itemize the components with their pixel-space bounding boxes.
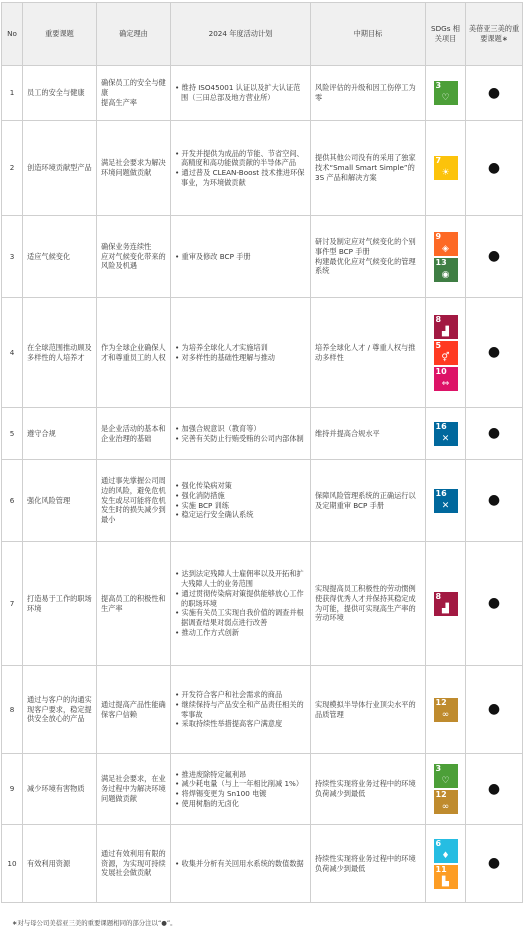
reason-cell-text: 提高员工的积极性和生产率 (101, 593, 166, 613)
row-number (2, 216, 23, 298)
sdg-goal-number: 12 (435, 790, 447, 799)
mid-target-cell-text: 培养全球化人才 / 尊重人权与推动多样性 (315, 342, 416, 362)
issue-cell-text: 遵守合规 (27, 428, 56, 438)
row-number (2, 460, 23, 542)
sdg-goal-symbol-icon: ◈ (442, 243, 449, 254)
reason-cell (97, 460, 171, 542)
plan-item: • 采取持续性举措提高客户满意度 (175, 719, 306, 729)
plan-item: • 实施 BCP 训练 (175, 501, 306, 511)
sdg-goal-icon (434, 489, 458, 513)
sdg-cell (426, 666, 466, 754)
row-number (2, 66, 23, 121)
reason-cell (97, 542, 171, 666)
issue-cell (23, 825, 97, 903)
reason-cell (97, 408, 171, 460)
parent-issue-mark (466, 825, 523, 903)
mid-target-cell-text: 风险评估的升级和因工伤停工为零 (315, 83, 416, 102)
issue-cell-text: 创造环境贡献型产品 (27, 163, 92, 173)
plan-item: • 为培养全球化人才实施培训 (175, 343, 306, 353)
mid-target-cell-text: 研讨及制定应对气候变化的个别事件型 BCP 手册 构建最优化应对气候变化的管理系统 (315, 237, 416, 276)
mid-target-cell (311, 298, 426, 408)
reason-cell-text: 是企业活动的基本和企业治理的基础 (101, 423, 166, 443)
reason-cell-text: 满足社会要求为解决环境问题做贡献 (101, 158, 166, 177)
sdg-goal-icon (434, 156, 458, 180)
plan-item: • 稳定运行安全确认系统 (175, 510, 306, 520)
sdg-goal-number: 10 (435, 366, 447, 376)
sdg-cell (426, 408, 466, 460)
parent-issue-mark-text: ● (487, 248, 501, 265)
reason-cell (97, 216, 171, 298)
issue-cell (23, 666, 97, 754)
sdg-cell (426, 754, 466, 825)
plan-list (175, 424, 306, 443)
sdg-goal-symbol-icon: ∞ (441, 802, 450, 812)
plan-item: • 加强合规意识（教育等） (175, 424, 306, 434)
issue-cell-text: 打造易于工作的职场环境 (27, 593, 92, 613)
mid-target-cell-text: 持续性实现将业务过程中的环境负荷减少到最低 (315, 779, 416, 798)
plan-list (175, 859, 306, 869)
mid-target-cell-text: 实现提高员工积极性的劳动惯例 使获得优秀人才并保持其稳定成为可能，提供可实现高生产率的劳动环境 (315, 584, 416, 623)
issue-cell (23, 216, 97, 298)
mid-target-cell (311, 216, 426, 298)
plan-cell (171, 666, 311, 754)
sdg-goal-symbol-icon: ⇔ (441, 378, 450, 389)
sdg-goal-icon (434, 865, 458, 889)
plan-list (175, 149, 306, 188)
sdg-goal-number: 16 (435, 488, 447, 498)
plan-item: • 强化传染病对策 (175, 481, 306, 491)
sdg-cell (426, 542, 466, 666)
sdg-goal-number: 9 (435, 231, 442, 241)
plan-list (175, 481, 306, 520)
row-number-text: 6 (9, 495, 15, 505)
table-row (2, 66, 523, 121)
mid-target-cell (311, 542, 426, 666)
reason-cell-text: 通过事先掌握公司周边的风险，避免危机发生或尽可能将危机发生时的损失减少到最小 (101, 476, 166, 525)
row-number-text: 7 (9, 598, 15, 608)
parent-issue-mark (466, 66, 523, 121)
reason-cell (97, 66, 171, 121)
header-mid-target: 中期目标 (311, 3, 426, 66)
header-no: No (2, 3, 23, 66)
sdg-cell (426, 825, 466, 903)
issue-cell-text: 通过与客户的沟通实现客户要求，稳定提供安全放心的产品 (27, 694, 92, 724)
table-row (2, 408, 523, 460)
row-number (2, 666, 23, 754)
parent-issue-mark-text: ● (487, 425, 501, 442)
sdg-goal-symbol-icon: ▟ (442, 603, 449, 614)
reason-cell-text: 确保业务连续性 应对气候变化带来的风险及机遇 (101, 241, 166, 271)
plan-item: • 减少耗电量（与上一年相比削减 1%） (175, 779, 306, 789)
sdg-goal-symbol-icon: ⚥ (441, 352, 450, 363)
sdg-goal-symbol-icon: ♡ (441, 93, 450, 103)
issue-cell (23, 66, 97, 121)
parent-issue-mark (466, 298, 523, 408)
mid-target-cell (311, 754, 426, 825)
reason-cell (97, 121, 171, 216)
plan-cell (171, 542, 311, 666)
reason-cell-text: 确保员工的安全与健康 提高生产率 (101, 78, 166, 107)
plan-item: • 将焊锡变更为 Sn100 电镀 (175, 789, 306, 799)
header-sdgs: SDGs 相关项目 (426, 3, 466, 66)
issue-cell (23, 542, 97, 666)
issue-cell (23, 121, 97, 216)
sdg-goal-icon (434, 698, 458, 722)
issue-cell-text: 减少环境有害物质 (27, 784, 85, 794)
parent-issue-mark (466, 121, 523, 216)
sdg-goal-symbol-icon: ✕ (441, 500, 450, 511)
plan-item: • 维持 ISO45001 认证以及扩大认证范围（三田总部及地方营业所） (175, 83, 306, 102)
plan-list (175, 690, 306, 729)
sdg-goal-symbol-icon: ♡ (441, 776, 450, 786)
row-number-text: 2 (9, 163, 15, 173)
plan-item: • 继续保持与产品安全和产品责任相关的零事故 (175, 700, 306, 719)
plan-item: • 收集并分析有关回用水系统的数值数据 (175, 859, 306, 869)
sdg-goal-symbol-icon: ▟ (442, 326, 449, 337)
plan-item: • 重审及修改 BCP 手册 (175, 252, 306, 262)
plan-list (175, 83, 306, 102)
reason-cell-text: 通过有效利用有限的资源，为实现可持续发展社会做贡献 (101, 848, 166, 878)
sdg-goal-symbol-icon: ☀ (441, 168, 450, 178)
materiality-table (1, 2, 523, 903)
sdg-goal-icon (434, 258, 458, 282)
plan-cell (171, 121, 311, 216)
plan-cell (171, 460, 311, 542)
parent-issue-mark-text: ● (487, 855, 501, 872)
plan-item: • 开发符合客户和社会需求的商品 (175, 690, 306, 700)
mid-target-cell (311, 66, 426, 121)
reason-cell-text: 作为全球企业确保人才和尊重员工的人权 (101, 342, 166, 362)
reason-cell (97, 825, 171, 903)
sdg-goal-number: 5 (435, 340, 442, 350)
plan-item: • 强化消防措施 (175, 491, 306, 501)
plan-item: • 开发并提供为成品的节能、节省空间、高精度和高功能做贡献的半导体产品 (175, 149, 306, 168)
mid-target-cell (311, 666, 426, 754)
table-row (2, 825, 523, 903)
issue-cell (23, 754, 97, 825)
sdg-goal-number: 3 (435, 81, 442, 90)
table-row (2, 216, 523, 298)
sdg-goal-icon (434, 422, 458, 446)
row-number (2, 542, 23, 666)
parent-issue-mark (466, 460, 523, 542)
row-number-text: 9 (9, 784, 15, 794)
header-parent-issue: 美蓓亚三美的重要课题∗ (466, 3, 523, 66)
sdg-goal-icon (434, 592, 458, 616)
reason-cell (97, 754, 171, 825)
sdg-goal-number: 3 (435, 764, 442, 773)
row-number (2, 754, 23, 825)
row-number-text: 3 (9, 251, 15, 261)
sdg-goal-number: 11 (435, 864, 447, 874)
footnote: ∗对与母公司美蓓亚三美的重要课题相同的部分注以“●”。 (12, 919, 177, 927)
plan-cell (171, 216, 311, 298)
issue-cell (23, 298, 97, 408)
row-number-text: 8 (9, 704, 15, 714)
sdg-goal-icon (434, 232, 458, 256)
header-reason: 确定理由 (97, 3, 171, 66)
mid-target-cell (311, 121, 426, 216)
plan-cell (171, 825, 311, 903)
mid-target-cell-text: 实现模拟半导体行业顶尖水平的品质管理 (315, 699, 416, 719)
plan-list (175, 252, 306, 262)
issue-cell (23, 460, 97, 542)
reason-cell-text: 满足社会要求，在业务过程中为解决环境问题做贡献 (101, 774, 166, 803)
row-number-text: 1 (9, 88, 15, 98)
header-issue: 重要课题 (23, 3, 97, 66)
mid-target-cell (311, 460, 426, 542)
sdg-goal-number: 12 (435, 697, 447, 707)
mid-target-cell-text: 持续性实现将业务过程中的环境负荷减少到最低 (315, 853, 416, 873)
parent-issue-mark (466, 216, 523, 298)
sdg-goal-icon (434, 790, 458, 814)
plan-item: • 达到法定残障人士雇佣率以及开拓和扩大残障人士的业务范围 (175, 569, 306, 588)
parent-issue-mark (466, 542, 523, 666)
plan-cell (171, 754, 311, 825)
header-plan: 2024 年度活动计划 (171, 3, 311, 66)
sdg-goal-icon (434, 341, 458, 365)
sdg-goal-number: 13 (435, 257, 447, 267)
parent-issue-mark-text: ● (487, 595, 501, 612)
sdg-goal-icon (434, 367, 458, 391)
sdg-goal-symbol-icon: ✕ (441, 433, 450, 444)
parent-issue-mark-text: ● (487, 492, 501, 509)
plan-cell (171, 298, 311, 408)
sdg-goal-number: 8 (435, 314, 442, 324)
plan-list (175, 569, 306, 637)
plan-item: • 通过普及 CLEAN-Boost 技术推进环保事业，为环境做贡献 (175, 168, 306, 187)
sdg-goal-icon (434, 839, 458, 863)
plan-item: • 推动工作方式创新 (175, 628, 306, 638)
table-row (2, 754, 523, 825)
sdg-goal-icon (434, 764, 458, 788)
parent-issue-mark-text: ● (487, 780, 501, 797)
issue-cell-text: 适应气候变化 (27, 251, 71, 261)
issue-cell-text: 在全球范围推动顾及多样性的人培养才 (27, 342, 92, 362)
table-row (2, 460, 523, 542)
table-row (2, 666, 523, 754)
row-number-text: 5 (9, 428, 15, 438)
mid-target-cell (311, 408, 426, 460)
table-body (2, 66, 523, 903)
sdg-goal-symbol-icon: ◉ (441, 269, 450, 280)
issue-cell-text: 强化风险管理 (27, 495, 71, 505)
sdg-cell (426, 121, 466, 216)
sdg-cell (426, 460, 466, 542)
parent-issue-mark-text: ● (487, 159, 501, 176)
mid-target-cell-text: 保障风险管理系统的正确运行以及定期重审 BCP 手册 (315, 490, 416, 510)
plan-list (175, 343, 306, 362)
row-number (2, 825, 23, 903)
issue-cell-text: 有效利用资源 (27, 858, 71, 868)
mid-target-cell (311, 825, 426, 903)
table-row (2, 298, 523, 408)
plan-item: • 对多样性的基础性理解与推动 (175, 353, 306, 363)
sdg-goal-symbol-icon: ∞ (441, 709, 450, 720)
sdg-cell (426, 298, 466, 408)
plan-item: • 通过贯彻传染病对策提供能够放心工作的职场环境 (175, 589, 306, 608)
mid-target-cell-text: 提供其他公司没有的采用了独家技术“Small Smart Simple”的 3S 产品和解决方案 (315, 153, 416, 182)
parent-issue-mark (466, 666, 523, 754)
reason-cell-text: 通过提高产品性能确保客户信赖 (101, 699, 166, 719)
parent-issue-mark-text: ● (487, 344, 501, 361)
sdg-cell (426, 66, 466, 121)
reason-cell (97, 666, 171, 754)
sdg-goal-icon (434, 315, 458, 339)
row-number-text: 4 (9, 347, 15, 357)
sdg-goal-number: 8 (435, 591, 442, 601)
issue-cell-text: 员工的安全与健康 (27, 88, 85, 98)
parent-issue-mark-text: ● (487, 84, 501, 101)
plan-item: • 完善有关防止行贿受贿的公司内部体制 (175, 434, 306, 444)
table-row (2, 121, 523, 216)
sdg-goal-symbol-icon: ♦ (441, 850, 450, 861)
table-row (2, 542, 523, 666)
sdg-goal-icon (434, 81, 458, 105)
row-number (2, 298, 23, 408)
plan-cell (171, 408, 311, 460)
row-number (2, 408, 23, 460)
plan-list (175, 770, 306, 809)
sdg-goal-number: 16 (435, 421, 447, 431)
row-number-text: 10 (7, 858, 17, 868)
parent-issue-mark (466, 754, 523, 825)
table-header-row (2, 3, 523, 66)
sdg-cell (426, 216, 466, 298)
mid-target-cell-text: 维持并提高合规水平 (315, 428, 380, 438)
issue-cell (23, 408, 97, 460)
plan-item: • 使用树脂的无卤化 (175, 799, 306, 809)
parent-issue-mark-text: ● (487, 701, 501, 718)
row-number (2, 121, 23, 216)
plan-item: • 推进废除特定氟利昂 (175, 770, 306, 780)
parent-issue-mark (466, 408, 523, 460)
sdg-goal-number: 6 (435, 838, 442, 848)
reason-cell (97, 298, 171, 408)
sdg-goal-symbol-icon: ▙ (442, 876, 449, 887)
sdg-goal-number: 7 (435, 156, 442, 165)
plan-item: • 实施有关员工实现自我价值的调查并根据调查结果对弱点进行改善 (175, 608, 306, 627)
plan-cell (171, 66, 311, 121)
